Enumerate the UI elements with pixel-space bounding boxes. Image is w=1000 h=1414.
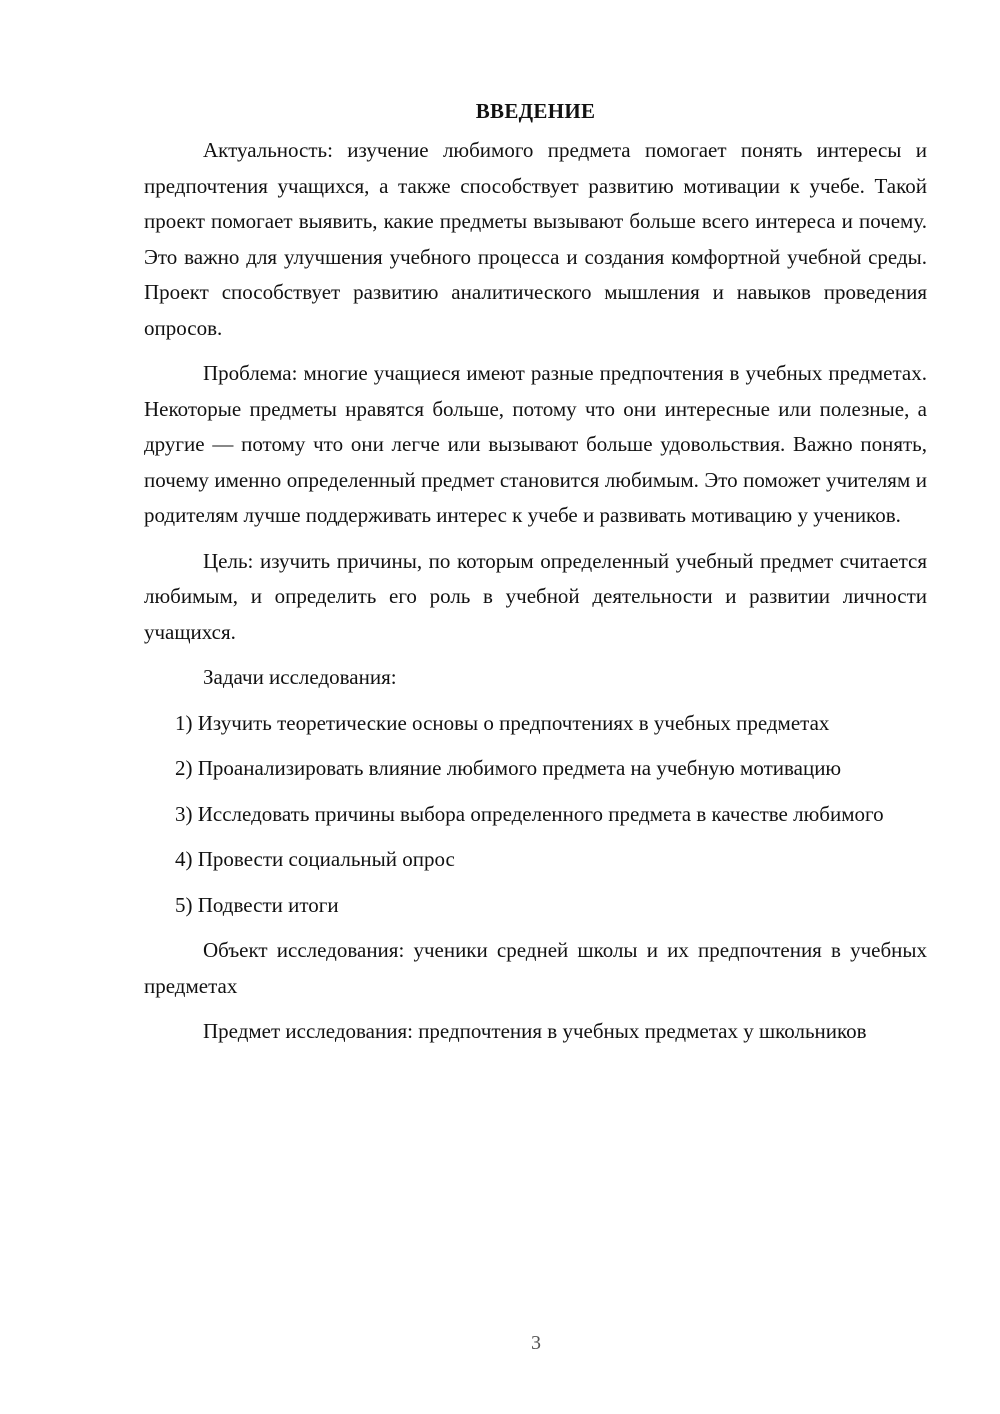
task-item: 3) Исследовать причины выбора определенного предмета в качестве любимого xyxy=(175,801,884,826)
page-content xyxy=(144,96,927,1060)
relevance-paragraph: Актуальность: изучение любимого предмета помогает понять интересы и предпочтения учащихся, а также способствует развитию мотивации к учебе. Такой проект помогает выявить, какие предметы вызывают больше всего интереса и почему. Это важно для улучшения учебного процесса и создания комфортной учебной среды. Проект способствует развитию аналитического мышления и навыков проведения опросов. xyxy=(144,138,927,340)
object-paragraph: Объект исследования: ученики средней школы и их предпочтения в учебных предметах xyxy=(144,938,927,998)
task-item: 2) Проанализировать влияние любимого предмета на учебную мотивацию xyxy=(175,756,842,780)
tasks-title: Задачи исследования: xyxy=(203,665,397,689)
subject-paragraph: Предмет исследования: предпочтения в учебных предметах у школьников xyxy=(203,1019,867,1043)
page-number: 3 xyxy=(531,1332,541,1354)
task-item: 4) Провести социальный опрос xyxy=(175,847,455,871)
goal-paragraph: Цель: изучить причины, по которым определенный учебный предмет считается любимым, и определить его роль в учебной деятельности и развитии личности учащихся. xyxy=(144,548,927,644)
task-item: 5) Подвести итоги xyxy=(175,892,339,917)
section-heading: ВВЕДЕНИЕ xyxy=(475,99,596,123)
task-item: 1) Изучить теоретические основы о предпочтениях в учебных предметах xyxy=(175,710,830,735)
tasks-list xyxy=(144,706,927,924)
problem-paragraph: Проблема: многие учащиеся имеют разные предпочтения в учебных предметах. Некоторые предметы нравятся больше, потому что они интересные или полезные, а другие — потому что они легче или вызывают больше удовольствия. Важно понять, почему именно определенный предмет становится любимым. Это поможет учителям и родителям лучше поддерживать интерес к учебе и развивать мотивацию у учеников. xyxy=(144,361,927,527)
